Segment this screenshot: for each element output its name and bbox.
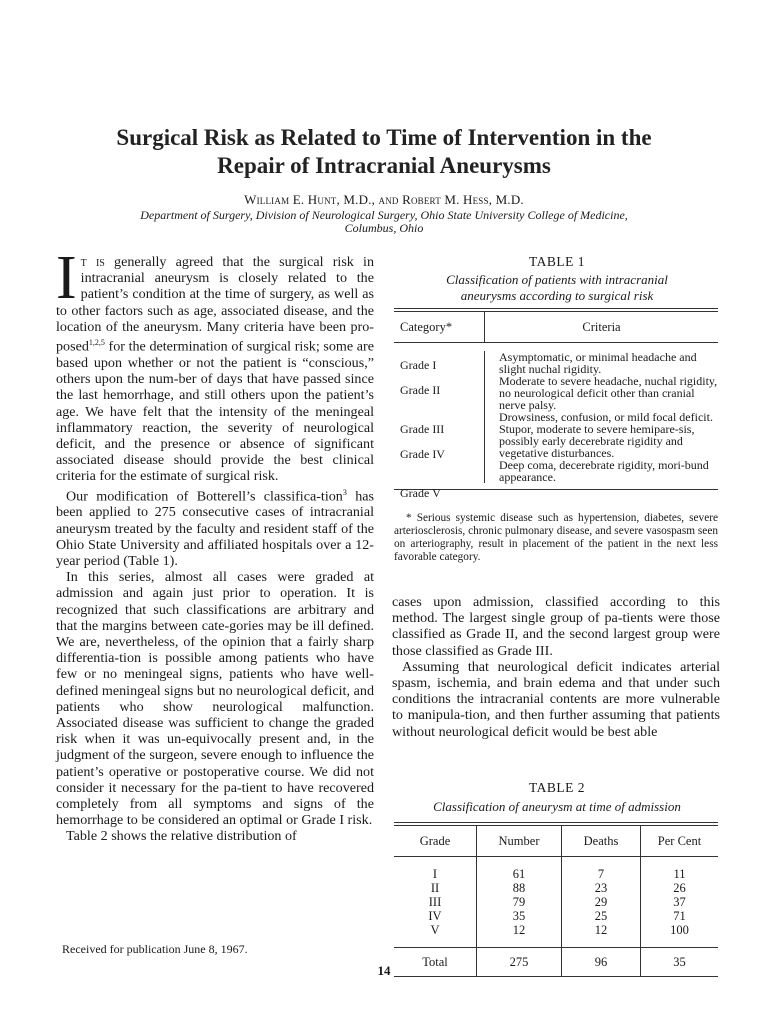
table2-cell: 12 bbox=[477, 923, 562, 937]
author-and: and bbox=[378, 192, 399, 207]
p1-ref: 1,2,5 bbox=[88, 338, 105, 348]
table2-cell: 25 bbox=[562, 909, 641, 923]
p1-text: generally agreed that the surgical risk in intracranial aneurysm is closely related to the patient’s condition at the time of surgery, as well as to other factors such as age, associated disease, and the location of the aneurysm. Many criteria have been pro-posed bbox=[56, 254, 374, 355]
table2-cell: 79 bbox=[477, 895, 562, 909]
table1-criteria: Deep coma, decerebrate rigidity, mori-bund appearance. bbox=[499, 458, 709, 484]
author-2: Robert M. Hess, M.D. bbox=[402, 192, 524, 207]
paragraph-3: In this series, almost all cases were graded at admission and again just prior to operation. It is recognized that such classifications are arbitrary and that the margins between cate-gories may be ill defined. We are, nevertheless, of the opinion that a fairly sharp differentia-tion is possible among patients who have few or no meningeal signs, patients who have well-defined meningeal signs but no neurological deficit, and patients who show neurological malfunction. Associated disease was sufficient to change the graded risk when it was un-equivocally present and, in the judgment of the surgeon, severe enough to influence the patient’s operative or postoperative course. We did not consider it necessary for the pa-tient to have recovered completely from all symptoms and signs of the hemorrhage to be considered an optimal or Grade I risk. bbox=[56, 569, 374, 829]
affiliation bbox=[70, 209, 698, 235]
table1-criteria: Stupor, moderate to severe hemipare-sis, possibly early decerebrate rigidity and vegetative disturbances. bbox=[499, 422, 695, 460]
table1-grade: Grade IV bbox=[400, 447, 445, 461]
p2-text-2: has been applied to 275 consecutive cases of intracranial aneurysm treated by the faculty and resident staff of the Ohio State University and affiliated hospitals over a 12-year period (Table 1). bbox=[56, 488, 374, 570]
right-paragraph-1: cases upon admission, classified according to this method. The largest single group of pa-tients were those classified as Grade II, and the second largest group were those classified as Grade III. bbox=[392, 594, 720, 659]
table2-caption: Classification of aneurysm at time of admission bbox=[433, 799, 681, 814]
table2-header-percent: Per Cent bbox=[641, 826, 719, 857]
table1-criteria: Moderate to severe headache, nuchal rigidity, no neurological deficit other than cranial nerve palsy. bbox=[499, 374, 718, 412]
table1-grade: Grade III bbox=[400, 422, 445, 436]
authors bbox=[40, 192, 728, 208]
table2-cell: 7 bbox=[562, 867, 641, 881]
table2-cell: 88 bbox=[477, 881, 562, 895]
table-row bbox=[394, 867, 718, 881]
table2-total-label: Total bbox=[394, 948, 477, 977]
table2-cell: 35 bbox=[477, 909, 562, 923]
table2-header-deaths: Deaths bbox=[562, 826, 641, 857]
table1-caption-line-2: aneurysms according to surgical risk bbox=[460, 288, 654, 303]
paragraph-4: Table 2 shows the relative distribution of bbox=[66, 828, 297, 845]
table2-cell: 71 bbox=[641, 909, 719, 923]
table1-body bbox=[394, 343, 718, 500]
table1-label: TABLE 1 bbox=[528, 254, 586, 269]
table1-caption bbox=[392, 272, 722, 304]
table2-cell: 11 bbox=[641, 867, 719, 881]
table2-cell: II bbox=[430, 881, 440, 895]
table1-caption-line-1: Classification of patients with intracranial bbox=[446, 272, 668, 287]
article-title bbox=[40, 124, 728, 180]
right-paragraph-2: Assuming that neurological deficit indicates arterial spasm, ischemia, and brain edema and that under such conditions the intracranial contents are more vulnerable to manipula-tion, and then further assuming that patients without neurological deficit would be best able bbox=[392, 658, 720, 740]
paragraph-1 bbox=[56, 244, 374, 485]
table2-cell: 100 bbox=[641, 923, 719, 937]
table2-cell: 29 bbox=[562, 895, 641, 909]
table2-cell: 26 bbox=[641, 881, 719, 895]
paragraph-2 bbox=[56, 485, 374, 570]
table2-total-number: 275 bbox=[477, 948, 562, 977]
table1 bbox=[394, 308, 718, 500]
table1-footnote: * Serious systemic disease such as hypertension, diabetes, severe arteriosclerosis, chronic pulmonary disease, and severe vasospasm seen on arteriography, result in placement of the patient in the next less favorable category. bbox=[394, 512, 718, 563]
table-row bbox=[394, 895, 718, 909]
table1-criteria: Drowsiness, confusion, or mild focal deficit. bbox=[499, 410, 713, 424]
left-column bbox=[56, 244, 374, 845]
table-row bbox=[394, 923, 718, 937]
table1-grade: Grade V bbox=[400, 486, 441, 500]
table1-grade: Grade I bbox=[400, 358, 437, 372]
received-note: Received for publication June 8, 1967. bbox=[62, 942, 248, 956]
table2-cell: III bbox=[428, 895, 442, 909]
table2-cell: 37 bbox=[641, 895, 719, 909]
table1-header bbox=[394, 312, 718, 343]
table1-grade: Grade II bbox=[400, 383, 441, 397]
table2-label: TABLE 2 bbox=[528, 780, 586, 795]
table2-cell: 12 bbox=[562, 923, 641, 937]
page-number: 14 bbox=[377, 963, 391, 978]
table2-cell: I bbox=[432, 867, 438, 881]
table2-cell: V bbox=[430, 923, 440, 937]
p2-ref: 3 bbox=[342, 487, 347, 497]
table2-cell: IV bbox=[428, 909, 442, 923]
right-column bbox=[392, 594, 720, 740]
table2-total-row bbox=[394, 948, 718, 977]
table1-header-criteria: Criteria bbox=[484, 312, 718, 342]
table1-criteria-column bbox=[484, 351, 718, 483]
table2-header-number: Number bbox=[477, 826, 562, 857]
table2-cell: 23 bbox=[562, 881, 641, 895]
table2-header-grade: Grade bbox=[394, 826, 477, 857]
p2-text: Our modification of Botterell’s classifica-tion bbox=[66, 488, 343, 505]
affiliation-line-1: Department of Surgery, Division of Neurological Surgery, Ohio State University College of Medicine, bbox=[140, 208, 628, 222]
p1-smallcaps: t is bbox=[80, 254, 105, 270]
table1-criteria: Asymptomatic, or minimal headache and slight nuchal rigidity. bbox=[499, 350, 697, 376]
table1-header-category: Category* bbox=[400, 319, 453, 334]
table2-total-percent: 35 bbox=[641, 948, 719, 977]
table-row bbox=[394, 909, 718, 923]
table2-header-row bbox=[394, 826, 718, 857]
drop-cap: I bbox=[56, 244, 77, 312]
p1-text-2: for the determination of surgical risk; some are based upon whether or not the patient is “conscious,” others upon the num-ber of days that have passed since the last hemorrhage, and still others upon the patient’s age. We have felt that the intensity of the meningeal inflammatory reaction, the severity of neurological deficit, and the presence or absence of significant associated disease should provide the best clinical criteria for the estimate of surgical risk. bbox=[56, 338, 374, 485]
title-line-2: Repair of Intracranial Aneurysms bbox=[217, 153, 551, 178]
author-1: William E. Hunt, M.D., bbox=[244, 192, 376, 207]
table-row bbox=[394, 881, 718, 895]
table2 bbox=[394, 822, 718, 977]
table2-total-deaths: 96 bbox=[562, 948, 641, 977]
table1-grade-column bbox=[394, 351, 484, 500]
affiliation-line-2: Columbus, Ohio bbox=[344, 221, 424, 235]
table2-cell: 61 bbox=[477, 867, 562, 881]
title-line-1: Surgical Risk as Related to Time of Intervention in the bbox=[116, 125, 652, 150]
